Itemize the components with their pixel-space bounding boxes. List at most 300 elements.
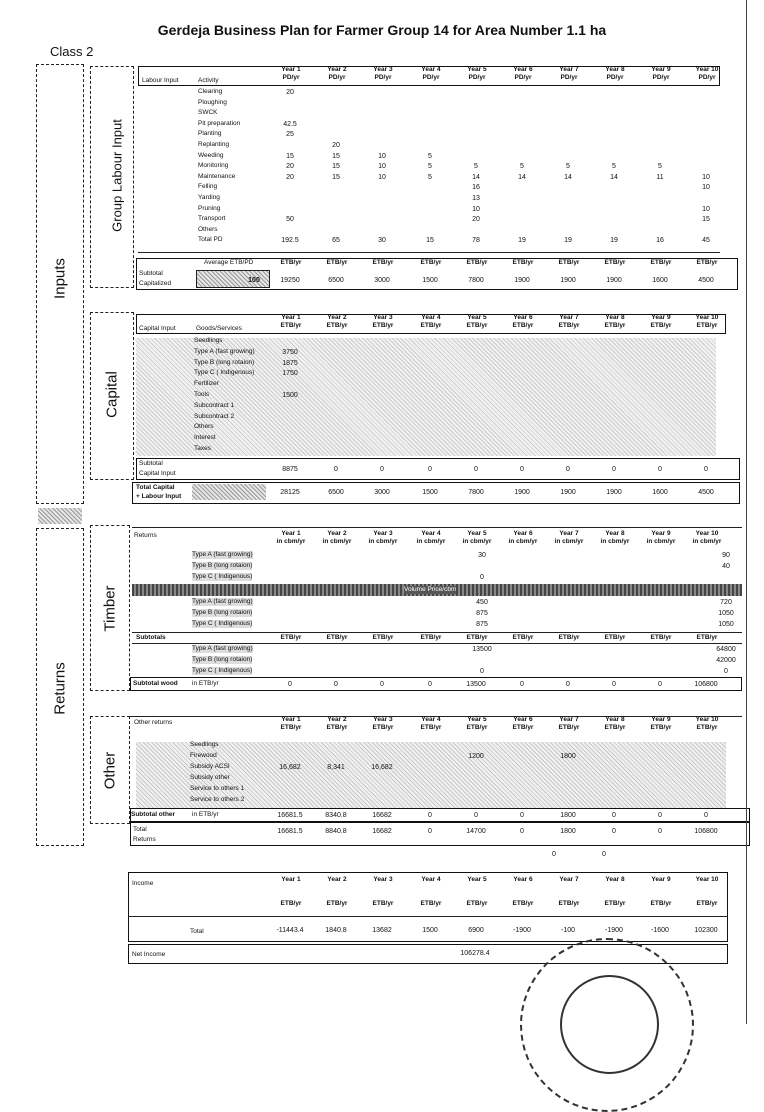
net-income-value: 106278.4 bbox=[460, 950, 490, 957]
timber-etb-unit: ETB/yr bbox=[326, 634, 348, 641]
income-rule bbox=[128, 916, 728, 917]
unit-header-6: in cbm/yr bbox=[508, 538, 538, 545]
other-label: Other bbox=[101, 751, 119, 790]
year-header-5: Year 5 bbox=[467, 66, 487, 73]
page-title: Gerdeja Business Plan for Farmer Group 14 for Area Number 1.1 ha bbox=[157, 22, 607, 38]
unit-header-6: ETB/yr bbox=[512, 322, 534, 329]
capital-item: Taxes bbox=[194, 445, 211, 452]
labour-activity: Clearing bbox=[198, 88, 223, 95]
year-header-1: Year 1 bbox=[281, 876, 301, 883]
year-header-7: Year 7 bbox=[559, 716, 579, 723]
unit-header-10: ETB/yr bbox=[696, 724, 718, 731]
year-header-8: Year 8 bbox=[605, 66, 625, 73]
timber-price-y10: 1050 bbox=[718, 621, 734, 628]
capital-col2-header: Goods/Services bbox=[196, 325, 242, 332]
timber-top-rule bbox=[132, 527, 742, 528]
labour-value: 19 bbox=[564, 237, 572, 245]
capital-total-6: 1900 bbox=[514, 489, 530, 496]
extra-zero-1: 0 bbox=[552, 851, 556, 858]
unit-header-2: ETB/yr bbox=[326, 724, 348, 731]
capital-value: 3750 bbox=[282, 348, 298, 356]
timber-etb-unit: ETB/yr bbox=[466, 634, 488, 641]
labour-value: 42.5 bbox=[283, 120, 297, 128]
labour-value: 10 bbox=[378, 163, 386, 171]
income-unit: ETB/yr bbox=[558, 900, 580, 907]
other-value: 16,682 bbox=[279, 764, 301, 771]
year-header-10: Year 10 bbox=[695, 876, 719, 883]
timber-etb-unit: ETB/yr bbox=[558, 634, 580, 641]
labour-subtotal-2: 6500 bbox=[328, 277, 344, 284]
year-header-9: Year 9 bbox=[651, 876, 671, 883]
unit-header-5: ETB/yr bbox=[466, 322, 488, 329]
labour-etb-unit: ETB/yr bbox=[280, 259, 302, 266]
timber-price-type: Type A (fast growing) bbox=[192, 598, 253, 605]
capital-item: Subcontract 2 bbox=[194, 412, 235, 420]
labour-value: 16 bbox=[472, 184, 480, 192]
labour-value: 192.5 bbox=[281, 237, 299, 245]
unit-header-5: ETB/yr bbox=[466, 724, 488, 731]
unit-header-3: ETB/yr bbox=[372, 322, 394, 329]
other-value: 1800 bbox=[560, 753, 576, 760]
capital-subtotal-8: 0 bbox=[612, 466, 616, 473]
unit-header-4: PD/yr bbox=[422, 74, 440, 81]
labour-value: 45 bbox=[702, 237, 710, 245]
labour-value: 15 bbox=[332, 152, 340, 160]
labour-etb-unit: ETB/yr bbox=[650, 259, 672, 266]
timber-value-y10: 0 bbox=[724, 668, 728, 675]
labour-etb-unit: ETB/yr bbox=[696, 259, 718, 266]
timber-price-type: Type B (long rotaion) bbox=[192, 609, 253, 616]
capital-item: Type A (fast growing) bbox=[194, 347, 255, 355]
labour-value: 14 bbox=[564, 173, 572, 181]
labour-subtotal-6: 1900 bbox=[514, 277, 530, 284]
unit-header-1: ETB/yr bbox=[280, 322, 302, 329]
timber-price-y5: 875 bbox=[476, 610, 488, 617]
year-header-6: Year 6 bbox=[513, 314, 533, 321]
timber-subtotal-2: 0 bbox=[334, 681, 338, 688]
labour-value: 20 bbox=[286, 173, 294, 181]
total-returns-2: 8840.8 bbox=[325, 828, 347, 835]
timber-price-y10: 720 bbox=[720, 599, 732, 606]
capital-subtotal-label2: Capital Input bbox=[139, 470, 176, 477]
year-header-5: Year 5 bbox=[467, 314, 487, 321]
unit-header-7: in cbm/yr bbox=[554, 538, 584, 545]
timber-price-y10: 1050 bbox=[718, 610, 734, 617]
unit-header-3: in cbm/yr bbox=[368, 538, 398, 545]
timber-value-type: Type B (long rotaion) bbox=[192, 656, 253, 663]
labour-value: 10 bbox=[702, 205, 710, 213]
year-header-8: Year 8 bbox=[605, 716, 625, 723]
unit-header-6: ETB/yr bbox=[512, 724, 534, 731]
other-subtotal-2: 8340.8 bbox=[325, 812, 347, 819]
timber-subtotal-3: 0 bbox=[380, 681, 384, 688]
other-value: 1200 bbox=[468, 753, 484, 760]
year-header-1: Year 1 bbox=[281, 314, 301, 321]
year-header-7: Year 7 bbox=[559, 530, 579, 537]
total-returns-5: 14700 bbox=[466, 828, 486, 835]
other-returns-header: Other returns bbox=[134, 719, 173, 726]
timber-subtotals-label: Subtotals bbox=[136, 634, 166, 641]
other-value: 16,682 bbox=[371, 764, 393, 771]
unit-header-2: ETB/yr bbox=[326, 322, 348, 329]
timber-etb-unit: ETB/yr bbox=[512, 634, 534, 641]
capital-total-8: 1900 bbox=[606, 489, 622, 496]
labour-avg-label: Average ETB/PD bbox=[204, 259, 254, 266]
capital-item: Subcontract 1 bbox=[194, 401, 235, 409]
timber-price-y5: 875 bbox=[476, 621, 488, 628]
year-header-7: Year 7 bbox=[559, 314, 579, 321]
labour-subtotal-1: 19250 bbox=[280, 277, 300, 284]
timber-volume-y10: 40 bbox=[722, 563, 730, 570]
labour-avg-value: 100 bbox=[248, 277, 260, 284]
year-header-2: Year 2 bbox=[327, 66, 347, 73]
timber-value-y5: 13500 bbox=[472, 646, 492, 653]
capital-value: 1750 bbox=[282, 370, 298, 378]
labour-value: 5 bbox=[566, 163, 570, 171]
income-total-7: -100 bbox=[560, 927, 575, 934]
other-item: Firewood bbox=[190, 752, 217, 759]
capital-value: 1875 bbox=[282, 359, 298, 367]
unit-header-8: in cbm/yr bbox=[600, 538, 630, 545]
total-returns-4: 0 bbox=[428, 828, 432, 835]
unit-header-7: ETB/yr bbox=[558, 322, 580, 329]
capital-item: Fertilizer bbox=[194, 380, 219, 388]
timber-volume-y10: 90 bbox=[722, 552, 730, 559]
labour-value: 5 bbox=[520, 163, 524, 171]
capital-subtotal-5: 0 bbox=[474, 466, 478, 473]
labour-activity: Total PD bbox=[198, 236, 223, 244]
labour-value: 30 bbox=[378, 237, 386, 245]
total-returns-3: 16682 bbox=[372, 828, 392, 835]
year-header-4: Year 4 bbox=[421, 530, 441, 537]
income-total-5: 6900 bbox=[468, 927, 484, 934]
other-subtotal-6: 0 bbox=[520, 812, 524, 819]
official-stamp-inner bbox=[560, 975, 659, 1074]
labour-subtotal-8: 1900 bbox=[606, 277, 622, 284]
labour-value: 10 bbox=[378, 173, 386, 181]
income-unit: ETB/yr bbox=[326, 900, 348, 907]
timber-subtotal-1: 0 bbox=[288, 681, 292, 688]
year-header-8: Year 8 bbox=[605, 530, 625, 537]
labour-subtotal-9: 1600 bbox=[652, 277, 668, 284]
timber-etb-unit: ETB/yr bbox=[420, 634, 442, 641]
year-header-3: Year 3 bbox=[373, 876, 393, 883]
total-returns-10: 106800 bbox=[694, 828, 718, 835]
labour-capitalized-label: Capitalized bbox=[139, 280, 172, 287]
timber-etb-unit: ETB/yr bbox=[280, 634, 302, 641]
labour-etb-unit: ETB/yr bbox=[558, 259, 580, 266]
income-label: Income bbox=[132, 880, 154, 887]
timber-price-type: Type C ( Indigenous) bbox=[192, 620, 253, 627]
timber-value-type: Type C ( Indigenous) bbox=[192, 667, 253, 674]
capital-subtotal-3: 0 bbox=[380, 466, 384, 473]
other-subtotal-8: 0 bbox=[612, 812, 616, 819]
timber-subtotal-9: 0 bbox=[658, 681, 662, 688]
year-header-8: Year 8 bbox=[605, 876, 625, 883]
unit-header-7: PD/yr bbox=[560, 74, 578, 81]
capital-col1-header: Capital Input bbox=[139, 325, 176, 332]
year-header-8: Year 8 bbox=[605, 314, 625, 321]
year-header-9: Year 9 bbox=[651, 530, 671, 537]
labour-value: 5 bbox=[428, 163, 432, 171]
labour-etb-unit: ETB/yr bbox=[512, 259, 534, 266]
page-edge-line bbox=[746, 0, 747, 1024]
year-header-9: Year 9 bbox=[651, 314, 671, 321]
capital-subtotal-4: 0 bbox=[428, 466, 432, 473]
labour-etb-unit: ETB/yr bbox=[604, 259, 626, 266]
total-returns-6: 0 bbox=[520, 828, 524, 835]
separator-hatch bbox=[38, 508, 82, 524]
capital-subtotal-10: 0 bbox=[704, 466, 708, 473]
labour-activity: Transport bbox=[198, 215, 226, 223]
labour-etb-unit: ETB/yr bbox=[466, 259, 488, 266]
year-header-3: Year 3 bbox=[373, 530, 393, 537]
income-total-9: -1600 bbox=[651, 927, 669, 934]
other-value: 8,341 bbox=[327, 764, 345, 771]
labour-activity: Felling bbox=[198, 183, 218, 191]
other-subtotal-label: Subtotal other bbox=[131, 811, 176, 818]
timber-subtotal-unit: in ETB/yr bbox=[192, 680, 219, 687]
unit-header-3: PD/yr bbox=[374, 74, 392, 81]
labour-value: 65 bbox=[332, 237, 340, 245]
timber-volume-type: Type C ( Indigenous) bbox=[192, 573, 253, 580]
capital-total-label2: + Labour Input bbox=[136, 493, 182, 500]
other-subtotal-10: 0 bbox=[704, 812, 708, 819]
labour-value: 16 bbox=[656, 237, 664, 245]
capital-subtotal-7: 0 bbox=[566, 466, 570, 473]
timber-value-y10: 64800 bbox=[716, 646, 736, 653]
income-unit: ETB/yr bbox=[696, 900, 718, 907]
unit-header-9: ETB/yr bbox=[650, 322, 672, 329]
other-item: Service to others 2 bbox=[190, 796, 245, 803]
timber-price-y5: 450 bbox=[476, 599, 488, 606]
other-subtotal-5: 0 bbox=[474, 812, 478, 819]
labour-value: 13 bbox=[472, 195, 480, 202]
labour-value: 15 bbox=[286, 152, 294, 160]
year-header-1: Year 1 bbox=[281, 530, 301, 537]
labour-col1-header: Labour Input bbox=[142, 77, 179, 84]
unit-header-8: ETB/yr bbox=[604, 724, 626, 731]
capital-item: Type C ( Indigenous) bbox=[194, 369, 255, 377]
income-total-2: 1840.8 bbox=[325, 927, 347, 934]
capital-subtotal-6: 0 bbox=[520, 466, 524, 473]
unit-header-8: ETB/yr bbox=[604, 322, 626, 329]
capital-label: Capital bbox=[103, 371, 121, 418]
capital-item: Type B (long rotaion) bbox=[194, 358, 255, 366]
labour-subtotal-label: Subtotal bbox=[139, 270, 163, 277]
other-item: Seedlings bbox=[190, 741, 219, 748]
unit-header-5: PD/yr bbox=[468, 74, 486, 81]
income-unit: ETB/yr bbox=[512, 900, 534, 907]
labour-value: 10 bbox=[702, 173, 710, 181]
unit-header-1: PD/yr bbox=[282, 74, 300, 81]
capital-item: Interest bbox=[194, 434, 216, 442]
capital-total-2: 6500 bbox=[328, 489, 344, 496]
capital-subtotal-2: 0 bbox=[334, 466, 338, 473]
unit-header-9: in cbm/yr bbox=[646, 538, 676, 545]
extra-zero-2: 0 bbox=[602, 851, 606, 858]
total-returns-9: 0 bbox=[658, 828, 662, 835]
income-unit: ETB/yr bbox=[280, 900, 302, 907]
year-header-6: Year 6 bbox=[513, 876, 533, 883]
timber-label: Timber bbox=[101, 585, 119, 632]
capital-subtotal-1: 8875 bbox=[282, 466, 298, 473]
timber-etb-unit: ETB/yr bbox=[604, 634, 626, 641]
year-header-1: Year 1 bbox=[281, 66, 301, 73]
timber-etb-unit: ETB/yr bbox=[650, 634, 672, 641]
income-unit: ETB/yr bbox=[420, 900, 442, 907]
unit-header-5: in cbm/yr bbox=[462, 538, 492, 545]
unit-header-10: PD/yr bbox=[698, 74, 716, 81]
labour-value: 5 bbox=[428, 152, 432, 160]
year-header-9: Year 9 bbox=[651, 716, 671, 723]
returns-label: Returns bbox=[51, 662, 69, 715]
year-header-6: Year 6 bbox=[513, 530, 533, 537]
capital-value: 1500 bbox=[282, 392, 298, 399]
timber-volume-type: Type A (fast growing) bbox=[192, 551, 253, 558]
year-header-9: Year 9 bbox=[651, 66, 671, 73]
unit-header-2: PD/yr bbox=[328, 74, 346, 81]
labour-activity: Ploughing bbox=[198, 98, 227, 106]
labour-value: 14 bbox=[472, 173, 480, 181]
year-header-2: Year 2 bbox=[327, 716, 347, 723]
unit-header-8: PD/yr bbox=[606, 74, 624, 81]
year-header-3: Year 3 bbox=[373, 66, 393, 73]
other-subtotal-7: 1800 bbox=[560, 812, 576, 819]
total-returns-1: 16681.5 bbox=[277, 828, 303, 835]
year-header-2: Year 2 bbox=[327, 530, 347, 537]
capital-total-5: 7800 bbox=[468, 489, 484, 496]
labour-value: 20 bbox=[332, 142, 340, 149]
income-total-1: -11443.4 bbox=[276, 927, 304, 934]
capital-subtotal-9: 0 bbox=[658, 466, 662, 473]
capital-subtotal-label: Subtotal bbox=[139, 460, 163, 467]
labour-value: 15 bbox=[332, 173, 340, 181]
labour-subtotal-5: 7800 bbox=[468, 277, 484, 284]
labour-value: 14 bbox=[610, 173, 618, 181]
unit-header-7: ETB/yr bbox=[558, 724, 580, 731]
other-subtotal-1: 16681.5 bbox=[277, 812, 303, 819]
timber-volume-y5: 0 bbox=[480, 574, 484, 581]
other-subtotal-3: 16682 bbox=[372, 812, 392, 819]
net-income-label: Net Income bbox=[132, 951, 166, 958]
timber-subtotal-6: 0 bbox=[520, 681, 524, 688]
year-header-4: Year 4 bbox=[421, 314, 441, 321]
labour-label: Group Labour Input bbox=[109, 119, 125, 232]
labour-etb-unit: ETB/yr bbox=[326, 259, 348, 266]
year-header-6: Year 6 bbox=[513, 66, 533, 73]
timber-returns-header: Returns bbox=[134, 532, 157, 539]
labour-subtotal-3: 3000 bbox=[374, 277, 390, 284]
year-header-3: Year 3 bbox=[373, 314, 393, 321]
labour-value: 25 bbox=[286, 131, 294, 139]
unit-header-10: in cbm/yr bbox=[692, 538, 722, 545]
labour-value: 15 bbox=[426, 237, 434, 245]
timber-subtotal-5: 13500 bbox=[466, 681, 486, 688]
capital-total-7: 1900 bbox=[560, 489, 576, 496]
labour-value: 10 bbox=[378, 152, 386, 160]
unit-header-10: ETB/yr bbox=[696, 322, 718, 329]
income-total-6: -1900 bbox=[513, 927, 531, 934]
year-header-2: Year 2 bbox=[327, 876, 347, 883]
capital-total-field bbox=[192, 484, 266, 500]
labour-value: 20 bbox=[286, 163, 294, 171]
other-item: Subsidy ACSI bbox=[190, 763, 230, 770]
income-total-3: 13682 bbox=[372, 927, 392, 934]
year-header-10: Year 10 bbox=[695, 66, 719, 73]
year-header-5: Year 5 bbox=[467, 530, 487, 537]
income-total-8: -1900 bbox=[605, 927, 623, 934]
capital-total-1: 28125 bbox=[280, 489, 300, 496]
income-total-4: 1500 bbox=[422, 927, 438, 934]
timber-subtotal-7: 0 bbox=[566, 681, 570, 688]
year-header-3: Year 3 bbox=[373, 716, 393, 723]
labour-etb-unit: ETB/yr bbox=[372, 259, 394, 266]
labour-activity: Pruning bbox=[198, 204, 221, 212]
labour-subtotal-4: 1500 bbox=[422, 277, 438, 284]
labour-value: 19 bbox=[610, 237, 618, 245]
year-header-5: Year 5 bbox=[467, 716, 487, 723]
labour-activity: Yarding bbox=[198, 194, 220, 201]
capital-total-4: 1500 bbox=[422, 489, 438, 496]
class-label: Class 2 bbox=[50, 44, 94, 59]
unit-header-1: ETB/yr bbox=[280, 724, 302, 731]
year-header-4: Year 4 bbox=[421, 66, 441, 73]
year-header-5: Year 5 bbox=[467, 876, 487, 883]
unit-header-1: in cbm/yr bbox=[276, 538, 306, 545]
timber-subtotal-8: 0 bbox=[612, 681, 616, 688]
capital-total-9: 1600 bbox=[652, 489, 668, 496]
labour-value: 78 bbox=[472, 237, 480, 245]
capital-total-10: 4500 bbox=[698, 489, 714, 496]
timber-price-label: Volume Price/cbm bbox=[404, 586, 457, 593]
timber-rule1 bbox=[132, 632, 742, 633]
labour-value: 10 bbox=[472, 205, 480, 213]
labour-value: 5 bbox=[428, 173, 432, 181]
income-unit: ETB/yr bbox=[466, 900, 488, 907]
labour-subtotal-10: 4500 bbox=[698, 277, 714, 284]
unit-header-6: PD/yr bbox=[514, 74, 532, 81]
year-header-10: Year 10 bbox=[695, 314, 719, 321]
unit-header-4: ETB/yr bbox=[420, 322, 442, 329]
year-header-6: Year 6 bbox=[513, 716, 533, 723]
labour-value: 5 bbox=[658, 163, 662, 171]
unit-header-4: ETB/yr bbox=[420, 724, 442, 731]
timber-value-type: Type A (fast growing) bbox=[192, 645, 253, 652]
capital-total-label: Total Capital bbox=[136, 484, 175, 491]
year-header-4: Year 4 bbox=[421, 876, 441, 883]
other-subtotal-4: 0 bbox=[428, 812, 432, 819]
labour-value: 11 bbox=[656, 173, 664, 181]
labour-value: 10 bbox=[702, 184, 710, 192]
unit-header-2: in cbm/yr bbox=[322, 538, 352, 545]
labour-activity: Pit preparation bbox=[198, 119, 241, 127]
timber-subtotal-4: 0 bbox=[428, 681, 432, 688]
other-subtotal-unit: in ETB/yr bbox=[192, 811, 219, 818]
labour-value: 14 bbox=[518, 173, 526, 181]
capital-item: Tools bbox=[194, 391, 210, 398]
unit-header-9: ETB/yr bbox=[650, 724, 672, 731]
year-header-1: Year 1 bbox=[281, 716, 301, 723]
capital-item: Seedlings bbox=[194, 337, 223, 344]
labour-value: 20 bbox=[286, 89, 294, 96]
labour-activity: Maintenance bbox=[198, 172, 236, 180]
labour-activity: Planting bbox=[198, 130, 222, 138]
income-unit: ETB/yr bbox=[604, 900, 626, 907]
year-header-4: Year 4 bbox=[421, 716, 441, 723]
total-returns-label: Total bbox=[133, 826, 147, 833]
timber-etb-unit: ETB/yr bbox=[696, 634, 718, 641]
